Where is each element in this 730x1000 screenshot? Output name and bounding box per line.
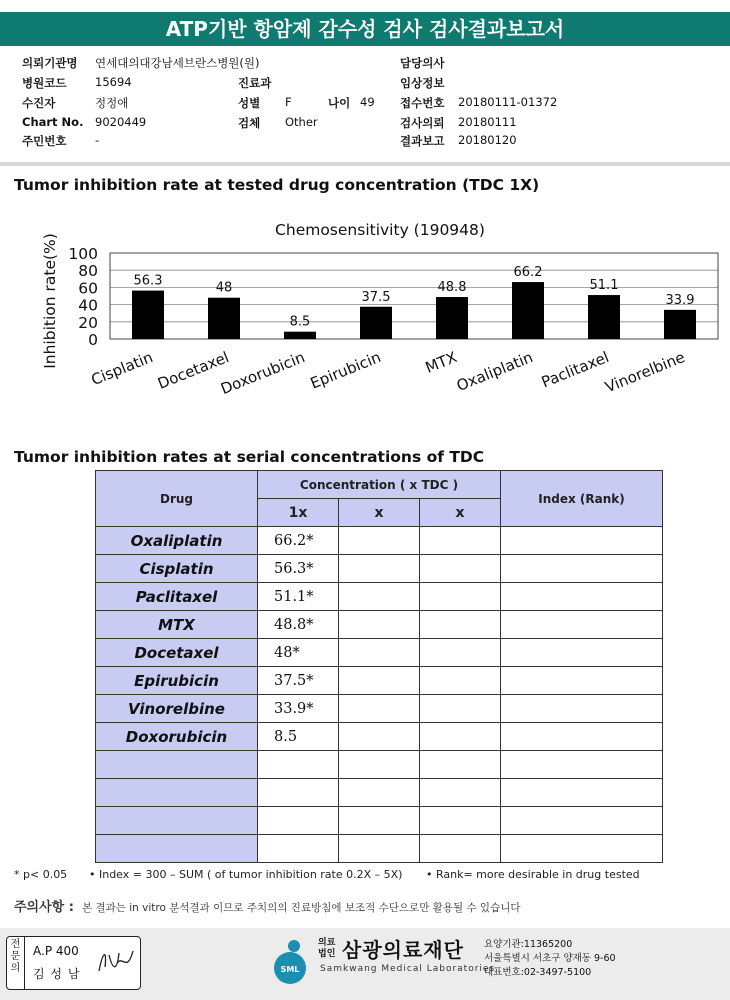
receipt-value: 20180111-01372 <box>458 95 558 109</box>
x-tick-label: Oxaliplatin <box>453 348 536 395</box>
value-1x-cell: 48.8* <box>258 611 339 639</box>
drug-cell: Vinorelbine <box>96 695 258 723</box>
bar <box>664 310 696 339</box>
receipt-label: 접수번호 <box>400 96 445 110</box>
bar <box>208 298 240 339</box>
bar-value-label: 51.1 <box>589 278 619 294</box>
empty-conc-cell <box>339 695 420 723</box>
table-row <box>96 835 663 863</box>
table-row <box>96 695 663 723</box>
dept-label: 진료과 <box>238 76 272 90</box>
value-1x-cell: 66.2* <box>258 527 339 555</box>
drug-cell <box>96 779 258 807</box>
org-name: 삼광의료재단 <box>342 938 464 962</box>
sml-logo-icon <box>268 936 312 986</box>
patient-info <box>0 52 730 162</box>
bar <box>436 297 468 339</box>
value-1x-cell: 48* <box>258 639 339 667</box>
empty-conc-cell <box>339 751 420 779</box>
index-cell <box>501 807 663 835</box>
report-date-value: 20180120 <box>458 133 517 147</box>
empty-conc-cell <box>420 639 501 667</box>
value-1x-cell <box>258 751 339 779</box>
y-tick-label: 100 <box>68 245 98 263</box>
institution-value: 연세대의대강남세브란스병원(원) <box>95 56 260 70</box>
bar-value-label: 33.9 <box>665 292 695 308</box>
bar-value-label: 37.5 <box>361 289 391 305</box>
bar <box>132 291 164 339</box>
empty-conc-cell <box>339 639 420 667</box>
rank-note: • Rank= more desirable in drug tested <box>426 868 640 881</box>
empty-conc-cell <box>420 835 501 863</box>
index-cell <box>501 835 663 863</box>
drug-cell <box>96 835 258 863</box>
empty-conc-cell <box>339 667 420 695</box>
org-prefix-2: 법인 <box>318 949 336 959</box>
sex-label: 성별 <box>238 96 261 110</box>
x-tick-label: Doxorubicin <box>218 348 308 399</box>
value-1x-cell <box>258 807 339 835</box>
x-tick-label: Epirubicin <box>307 348 384 393</box>
bar <box>588 295 620 339</box>
value-1x-cell: 56.3* <box>258 555 339 583</box>
drug-header: Drug <box>96 471 258 527</box>
bar <box>512 282 544 339</box>
id-label: 주민번호 <box>22 134 67 148</box>
x-tick-label: Paclitaxel <box>538 348 612 392</box>
table-row <box>96 583 663 611</box>
org-contact <box>484 938 616 980</box>
specimen-label: 검체 <box>238 116 261 130</box>
caution-label: 주의사항 : <box>14 900 74 915</box>
section2-title: Tumor inhibition rates at serial concentrations of TDC <box>14 448 485 466</box>
bar-value-label: 56.3 <box>133 273 163 289</box>
bar <box>360 307 392 339</box>
serial-concentration-table <box>95 470 663 863</box>
x-tick-label: Docetaxel <box>155 348 232 393</box>
org-prefix <box>318 938 335 960</box>
drug-cell: Oxaliplatin <box>96 527 258 555</box>
value-1x-cell <box>258 835 339 863</box>
patient-value: 정정애 <box>95 96 129 110</box>
y-tick-label: 20 <box>78 313 98 332</box>
index-cell <box>501 695 663 723</box>
empty-conc-cell <box>339 527 420 555</box>
section1-title: Tumor inhibition rate at tested drug concentration (TDC 1X) <box>14 176 540 194</box>
chart-title: Chemosensitivity (190948) <box>275 221 485 239</box>
empty-conc-cell <box>420 667 501 695</box>
index-cell <box>501 667 663 695</box>
index-cell <box>501 779 663 807</box>
org-phone: 대표번호:02-3497-5100 <box>484 967 592 978</box>
age-value: 49 <box>360 95 375 109</box>
y-tick-label: 0 <box>88 331 98 349</box>
conc-1x-header: 1x <box>258 499 339 527</box>
empty-conc-cell <box>339 611 420 639</box>
empty-conc-cell <box>339 583 420 611</box>
empty-conc-cell <box>420 751 501 779</box>
signature-line1: A.P 400 <box>33 944 79 958</box>
divider <box>0 162 730 166</box>
empty-conc-cell <box>339 807 420 835</box>
x-tick-label: MTX <box>422 348 460 377</box>
empty-conc-cell <box>339 555 420 583</box>
y-axis-label: Inhibition rate(%) <box>41 233 59 369</box>
p-value-note: * p< 0.05 <box>14 868 68 881</box>
logo-text: SML <box>280 965 300 974</box>
clinical-label: 임상정보 <box>400 76 445 90</box>
request-label: 검사의뢰 <box>400 116 445 130</box>
index-cell <box>501 751 663 779</box>
chemosensitivity-chart <box>0 205 730 435</box>
index-header: Index (Rank) <box>501 471 663 527</box>
age-label: 나이 <box>328 96 351 110</box>
empty-conc-cell <box>420 807 501 835</box>
bar-value-label: 48.8 <box>437 280 467 296</box>
x-tick-label: Cisplatin <box>88 348 156 390</box>
table-row <box>96 751 663 779</box>
y-tick-label: 80 <box>78 262 98 281</box>
empty-conc-cell <box>420 611 501 639</box>
pathologist-signature-box <box>6 936 141 990</box>
x-tick-label: Vinorelbine <box>602 348 688 397</box>
table-row <box>96 611 663 639</box>
org-code: 요양기관:11365200 <box>484 939 573 950</box>
bar <box>284 332 316 339</box>
org-english-name: Samkwang Medical Laboratories <box>320 964 496 974</box>
y-tick-label: 40 <box>78 296 98 315</box>
bar-value-label: 66.2 <box>513 265 543 281</box>
report-title: ATP기반 항암제 감수성 검사 검사결과보고서 <box>0 12 730 46</box>
index-cell <box>501 583 663 611</box>
sex-value: F <box>285 95 292 109</box>
specimen-value: Other <box>285 115 318 129</box>
value-1x-cell: 51.1* <box>258 583 339 611</box>
patient-label: 수진자 <box>22 96 56 110</box>
org-prefix-1: 의료 <box>318 938 336 948</box>
empty-conc-cell <box>339 835 420 863</box>
value-1x-cell: 37.5* <box>258 667 339 695</box>
drug-cell <box>96 751 258 779</box>
caution-text: 본 결과는 in vitro 분석결과 이므로 주치의의 진료방침에 보조적 수단으로만 활용될 수 있습니다 <box>81 902 521 914</box>
org-address: 서울특별시 서초구 양재동 9-60 <box>484 953 616 964</box>
table-row <box>96 667 663 695</box>
id-value: - <box>95 133 100 147</box>
value-1x-cell: 8.5 <box>258 723 339 751</box>
drug-cell <box>96 807 258 835</box>
chart-no-label: Chart No. <box>22 115 84 129</box>
empty-conc-cell <box>420 555 501 583</box>
index-note: • Index = 300 – SUM ( of tumor inhibition rate 0.2X – 5X) <box>89 868 403 881</box>
empty-conc-cell <box>339 779 420 807</box>
signature-name: 김 성 남 <box>33 967 81 981</box>
table-row <box>96 807 663 835</box>
hospital-code-label: 병원코드 <box>22 76 67 90</box>
drug-cell: Paclitaxel <box>96 583 258 611</box>
specialist-label: 전문의 <box>7 937 25 989</box>
table-row <box>96 779 663 807</box>
concentration-header: Concentration ( x TDC ) <box>258 471 501 499</box>
drug-cell: Cisplatin <box>96 555 258 583</box>
index-cell <box>501 723 663 751</box>
request-value: 20180111 <box>458 115 517 129</box>
index-cell <box>501 527 663 555</box>
empty-conc-cell <box>420 695 501 723</box>
institution-label: 의뢰기관명 <box>22 56 78 70</box>
bar-value-label: 48 <box>215 280 233 296</box>
drug-cell: Docetaxel <box>96 639 258 667</box>
table-row <box>96 527 663 555</box>
table-row <box>96 639 663 667</box>
value-1x-cell <box>258 779 339 807</box>
drug-cell: Doxorubicin <box>96 723 258 751</box>
table-row <box>96 555 663 583</box>
index-cell <box>501 639 663 667</box>
table-row <box>96 723 663 751</box>
empty-conc-cell <box>420 723 501 751</box>
drug-cell: Epirubicin <box>96 667 258 695</box>
empty-conc-cell <box>339 723 420 751</box>
empty-conc-cell <box>420 527 501 555</box>
index-cell <box>501 611 663 639</box>
value-1x-cell: 33.9* <box>258 695 339 723</box>
report-date-label: 결과보고 <box>400 134 445 148</box>
conc-x-header: x <box>420 499 501 527</box>
drug-cell: MTX <box>96 611 258 639</box>
bar-value-label: 8.5 <box>289 314 311 330</box>
empty-conc-cell <box>420 583 501 611</box>
doctor-label: 담당의사 <box>400 56 445 70</box>
y-tick-label: 60 <box>78 279 98 298</box>
conc-x-header: x <box>339 499 420 527</box>
hospital-code-value: 15694 <box>95 75 132 89</box>
chart-no-value: 9020449 <box>95 115 147 129</box>
empty-conc-cell <box>420 779 501 807</box>
plot-frame <box>110 253 718 339</box>
organization-block <box>268 936 638 990</box>
caution-note <box>14 896 521 915</box>
index-cell <box>501 555 663 583</box>
handwritten-signature <box>95 945 137 979</box>
